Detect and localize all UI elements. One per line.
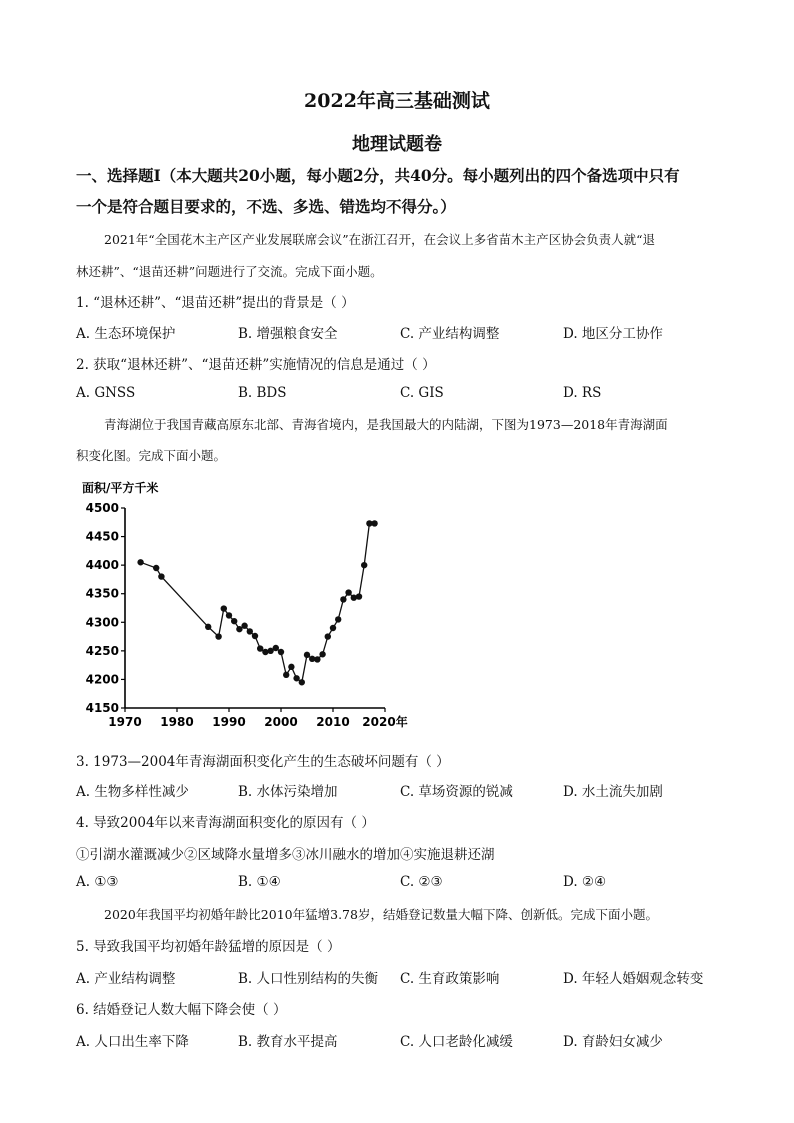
y-tick-label: 4400	[85, 558, 119, 573]
q1-option-a: A. 生态环境保护	[76, 326, 176, 342]
data-point	[299, 679, 305, 685]
q4-stem: 4. 导致2004年以来青海湖面积变化的原因有（ ）	[76, 815, 375, 831]
data-point	[226, 612, 232, 618]
data-point	[205, 624, 211, 630]
x-tick-label: 2010	[316, 715, 350, 729]
q4-option-d: D. ②④	[563, 874, 607, 890]
passage2-line1: 青海湖位于我国青藏高原东北部、青海省境内，是我国最大的内陆湖，下图为1973—2018年青海湖面	[104, 417, 668, 432]
q5-stem: 5. 导致我国平均初婚年龄猛增的原因是（ ）	[76, 939, 341, 955]
q2-option-a: A. GNSS	[76, 385, 136, 401]
x-tick-label: 1970	[108, 715, 142, 729]
data-point	[247, 628, 253, 634]
y-tick-label: 4250	[85, 643, 119, 658]
data-point	[273, 645, 279, 651]
data-point	[325, 633, 331, 639]
data-point	[361, 562, 367, 568]
data-point	[304, 652, 310, 658]
data-point	[335, 616, 341, 622]
passage1-line1: 2021年“全国花木主产区产业发展联席会议”在浙江召开，在会议上多省苗木主产区协会负责人就“退	[104, 232, 655, 247]
y-axis-label: 面积/平方千米	[82, 481, 159, 495]
y-tick-label: 4200	[85, 672, 119, 687]
data-point	[158, 573, 164, 579]
x-tick-label: 2020年	[362, 715, 408, 729]
data-point	[293, 675, 299, 681]
data-point	[283, 672, 289, 678]
q1-option-d: D. 地区分工协作	[563, 326, 663, 342]
q3-option-c: C. 草场资源的锐减	[400, 784, 513, 800]
q4-items: ①引湖水灌溉减少②区域降水量增多③冰川融水的增加④实施退耕还湖	[76, 847, 495, 863]
data-point	[231, 618, 237, 624]
passage3-line1: 2020年我国平均初婚年龄比2010年猛增3.78岁，结婚登记数量大幅下降、创新低。完成下面小题。	[104, 907, 658, 922]
q6-option-a: A. 人口出生率下降	[76, 1034, 189, 1050]
q6-option-c: C. 人口老龄化减缓	[400, 1034, 513, 1050]
q2-option-c: C. GIS	[400, 385, 444, 401]
q5-option-b: B. 人口性别结构的失衡	[238, 971, 379, 987]
q5-option-c: C. 生育政策影响	[400, 971, 500, 987]
data-point	[137, 559, 143, 565]
data-point	[319, 651, 325, 657]
q6-option-d: D. 育龄妇女减少	[563, 1034, 663, 1050]
data-point	[153, 565, 159, 571]
q6-option-b: B. 教育水平提高	[238, 1034, 338, 1050]
q3-stem: 3. 1973—2004年青海湖面积变化产生的生态破坏问题有（ ）	[76, 754, 450, 770]
x-tick-label: 2000	[264, 715, 298, 729]
q4-option-b: B. ①④	[238, 874, 281, 890]
data-point	[314, 656, 320, 662]
q2-stem: 2. 获取“退林还耕”、“退苗还耕”实施情况的信息是通过（ ）	[76, 357, 436, 373]
q3-option-d: D. 水土流失加剧	[563, 784, 663, 800]
passage1-line2: 林还耕”、“退苗还耕”问题进行了交流。完成下面小题。	[76, 264, 383, 279]
exam-subtitle: 地理试题卷	[352, 134, 442, 155]
data-point	[356, 593, 362, 599]
series-line	[141, 523, 375, 682]
q1-option-b: B. 增强粮食安全	[238, 326, 338, 342]
section-heading-line2: 一个是符合题目要求的，不选、多选、错选均不得分。）	[76, 197, 456, 216]
q4-option-c: C. ②③	[400, 874, 443, 890]
data-point	[215, 633, 221, 639]
y-tick-label: 4350	[85, 586, 119, 601]
exam-title: 2022年高三基础测试	[304, 90, 490, 112]
x-tick-label: 1990	[212, 715, 246, 729]
data-point	[340, 596, 346, 602]
q1-stem: 1. “退林还耕”、“退苗还耕”提出的背景是（ ）	[76, 295, 355, 311]
passage2-line2: 积变化图。完成下面小题。	[76, 448, 227, 463]
q2-option-d: D. RS	[563, 385, 602, 401]
data-point	[241, 623, 247, 629]
data-point	[278, 649, 284, 655]
section-heading-line1: 一、选择题Ⅰ（本大题共20小题，每小题2分，共40分。每小题列出的四个备选项中只有	[76, 166, 680, 185]
y-tick-label: 4150	[85, 701, 119, 715]
y-tick-label: 4500	[85, 501, 119, 515]
data-point	[221, 605, 227, 611]
q2-option-b: B. BDS	[238, 385, 287, 401]
q3-option-a: A. 生物多样性减少	[76, 784, 189, 800]
data-point	[345, 589, 351, 595]
lake-area-chart	[80, 478, 440, 738]
y-tick-label: 4300	[85, 615, 119, 630]
q3-option-b: B. 水体污染增加	[238, 784, 338, 800]
q5-option-a: A. 产业结构调整	[76, 971, 176, 987]
q6-stem: 6. 结婚登记人数大幅下降会使（ ）	[76, 1002, 287, 1018]
y-tick-label: 4450	[85, 529, 119, 544]
x-tick-label: 1980	[160, 715, 194, 729]
q5-option-d: D. 年轻人婚姻观念转变	[563, 971, 704, 987]
data-point	[288, 664, 294, 670]
q1-option-c: C. 产业结构调整	[400, 326, 500, 342]
data-point	[371, 520, 377, 526]
data-point	[252, 633, 258, 639]
data-point	[330, 625, 336, 631]
q4-option-a: A. ①③	[76, 874, 119, 890]
